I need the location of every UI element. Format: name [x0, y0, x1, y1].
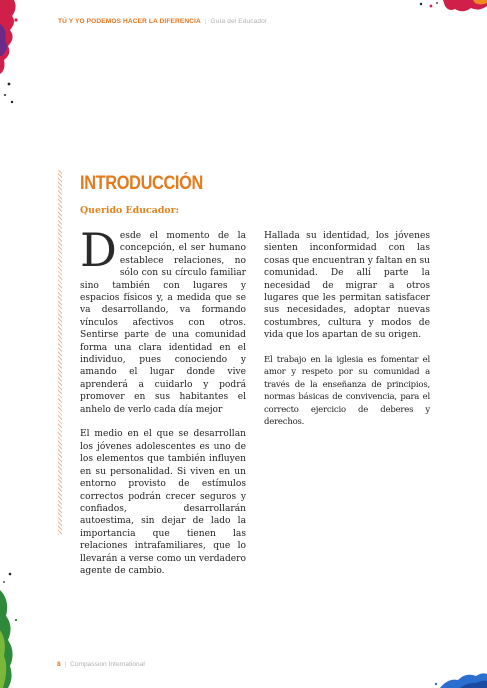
paragraph-intro-text: esde el momento de la concepción, el ser humano establece relaciones, no sólo con su círculo familiar sino también con lugares y espacios físicos y, a medida que se va desarrollando, va formando vínculos afectivos con otros. Sentirse parte de una comunidad forma una clara identidad en el individuo, pues conociendo y amando el lugar donde vive aprenderá a cuidarlo y podrá promover en sus habitantes el anhelo de verlo cada día mejor — [80, 231, 246, 415]
paragraph-environment: El medio en el que se desarrollan los jóvenes adolescentes es uno de los elementos que también influyen en su personalidad. Si viven en un entorno provisto de estímulos correctos podrán crecer seguros y confiados, desarrollarán autoestima, sin dejar de lado la importancia que tienen las relaciones intrafamiliares, que lo llevarán a verse como un verdadero agente de cambio. — [80, 429, 246, 576]
running-header — [58, 18, 267, 25]
paint-splatter-bottom-right — [430, 668, 487, 688]
decorative-stripe — [58, 170, 62, 535]
footer-separator: | — [64, 661, 67, 668]
text-column-right — [264, 230, 430, 441]
header-guide-title: Guía del Educador — [210, 18, 268, 25]
paint-splatter-top-left — [0, 0, 22, 110]
footer-organization: Compassion International — [70, 661, 145, 668]
paint-splatter-bottom-left — [0, 560, 26, 688]
salutation: Querido Educador: — [80, 205, 180, 216]
paragraph-church-work: El trabajo en la iglesia es fomentar el amor y respeto por su comunidad a través de la enseñanza de principios, normas básicas de convivencia, para el correcto ejercicio de deberes y derechos. — [264, 355, 430, 428]
drop-cap: D — [80, 223, 117, 277]
paint-splatter-top-right — [415, 0, 487, 20]
paragraph-identity: Hallada su identidad, los jóvenes sienten inconformidad con las cosas que encuentran y faltan en su comunidad. De allí parte la necesidad de migrar a otros lugares que les permitan satisfacer sus necesidades, adoptar nuevas costumbres, cultura y modos de vida que los apartan de su origen. — [264, 231, 430, 341]
page-number: 8 — [57, 661, 61, 668]
text-column-left — [80, 223, 246, 590]
paragraph-intro — [80, 223, 246, 416]
page-title: INTRODUCCIÓN — [80, 173, 203, 194]
page-footer — [57, 661, 145, 668]
header-separator: | — [204, 18, 207, 25]
header-brand: TÚ Y YO PODEMOS HACER LA DIFERENCIA — [58, 18, 201, 25]
